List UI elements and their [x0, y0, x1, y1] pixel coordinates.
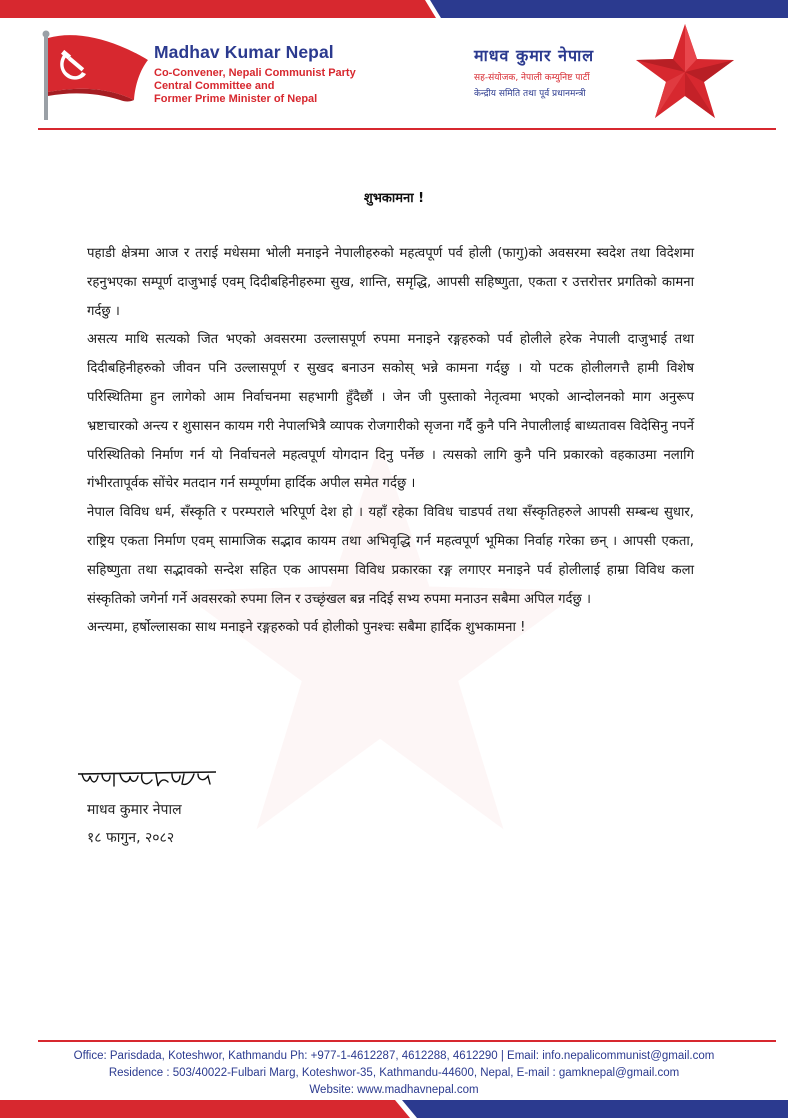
name-english: Madhav Kumar Nepal [154, 42, 334, 62]
title-english-line3: Former Prime Minister of Nepal [154, 93, 318, 105]
header-left [154, 42, 356, 106]
bottom-decor-bar [0, 1100, 788, 1118]
header-divider [38, 128, 776, 130]
footer-website: Website: www.madhavnepal.com [309, 1084, 479, 1096]
signature-icon [76, 762, 226, 792]
title-nepali-line1: सह-संयोजक, नेपाली कम्युनिष्ट पार्टी [474, 73, 590, 83]
footer-office: Office: Parisdada, Koteshwor, Kathmandu Ph: +977-1-4612287, 4612288, 4612290 | Email: info.nepalicommunist@gmail.com [73, 1050, 715, 1062]
letter-date: १८ फागुन, २०८२ [87, 830, 175, 846]
title-english-line1: Co-Convener, Nepali Communist Party [154, 67, 356, 79]
party-flag-icon [40, 30, 150, 122]
title-nepali [474, 70, 594, 102]
footer-residence: Residence : 503/40022-Fulbari Marg, Koteshwor-35, Kathmandu-44600, Nepal, E-mail : gamknepal@gmail.com [108, 1067, 680, 1079]
header-right [474, 44, 594, 102]
footer-divider [38, 1040, 776, 1042]
paragraph-4: अन्त्यमा, हर्षोल्लासका साथ मनाइने रङ्गहरुको पर्व होलीको पुनश्चः सबैमा हार्दिक शुभकामना ! [87, 620, 526, 636]
signatory-name: माधव कुमार नेपाल [87, 802, 182, 818]
red-star-icon [634, 22, 736, 122]
name-nepali: माधव कुमार नेपाल [474, 46, 595, 65]
paragraph-3: नेपाल विविध धर्म, सँस्कृति र परम्पराले भरिपूर्ण देश हो । यहाँ रहेका विविध चाडपर्व तथा सँस्कृतिहरुले आपसी सम्बन्ध सुधार, राष्ट्रिय एकता निर्माण एवम् सामाजिक सद्भाव कायम तथा अभिवृद्धि गर्न महत्वपूर्ण भूमिका निर्वाह गरेका छन् । आपसी एकता, सहिष्णुता तथा सद्भावको सन्देश सहित एक आपसमा विविध प्रकारका रङ्ग लगाएर मनाइने पर्व होलीलाई हाम्रा विविध कला संस्कृतिको जगेर्ना गर्ने अवसरको रुपमा लिन र उच्छृंखल बन्न नदिई सभ्य रुपमा मनाउन सबैमा अपिल गर्दछु । [87, 505, 694, 607]
letter-title: शुभकामना ! [363, 191, 425, 206]
title-nepali-line2: केन्द्रीय समिति तथा पूर्व प्रधानमन्त्री [474, 89, 586, 99]
paragraph-1: पहाडी क्षेत्रमा आज र तराई मधेसमा भोली मनाइने नेपालीहरुको महत्वपूर्ण पर्व होली (फागु)को अवसरमा स्वदेश तथा विदेशमा रहनुभएका सम्पूर्ण दाजुभाई एवम् दिदीबहिनीहरुमा सुख, शान्ति, समृद्धि, आपसी सहिष्णुता, एकता र उत्तरोत्तर प्रगतिको कामना गर्दछु । [87, 246, 694, 319]
title-english-line2: Central Committee and [154, 80, 275, 92]
top-decor-bar [0, 0, 788, 18]
title-english [154, 67, 356, 106]
letter-body [87, 240, 694, 643]
footer-contact [0, 1048, 788, 1099]
paragraph-2: असत्य माथि सत्यको जित भएको अवसरमा उल्लासपूर्ण रुपमा मनाइने रङ्गहरुको पर्व होलीले हरेक नेपाली दाजुभाई तथा दिदीबहिनीहरुको जीवन पनि उल्लासपूर्ण र सुखद बनाउन सकोस् भन्ने कामना गर्दछु । यो पटक होलीलगत्तै हामी विशेष परिस्थितिमा हुन लागेको आम निर्वाचनमा सहभागी हुँदैछौं । जेन जी पुस्ताको नेतृत्वमा भएको आन्दोलनको माग अनुरूप भ्रष्टाचारको अन्त्य र शुसासन कायम गरी नेपालभित्रै व्यापक रोजगारीको सृजना गर्दै कुनै पनि नेपालीलाई बाध्यतावस विदेसिनु नपर्ने परिस्थितिको निर्माण गर्न यो निर्वाचनले महत्वपूर्ण योगदान दिनु पर्नेछ । त्यसको लागि कुनै पनि प्रकारको वहकाउमा नलागि गंभीरतापूर्वक सोंचेर मतदान गर्न सम्पूर्णमा हार्दिक अपील समेत गर्दछु । [87, 332, 694, 492]
